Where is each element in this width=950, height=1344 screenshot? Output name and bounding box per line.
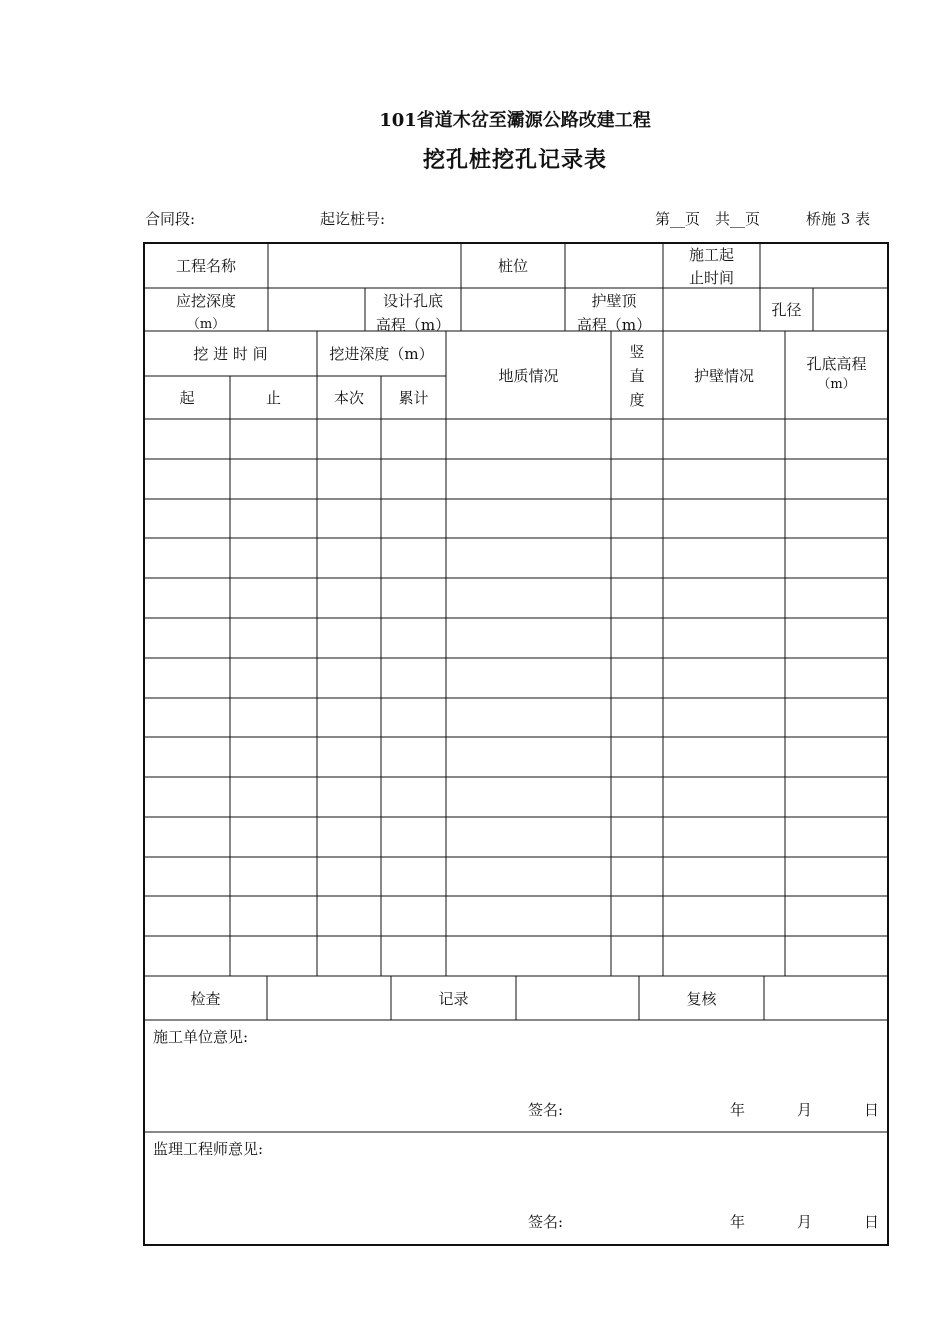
- review-label: 复核: [686, 990, 717, 1008]
- contractor-opinion-label: 施工单位意见:: [153, 1028, 249, 1046]
- end-time-header: 止: [265, 389, 281, 407]
- contractor-day-label: 日: [864, 1101, 880, 1119]
- construction-time-label: [663, 244, 760, 288]
- cumulative-header: 累计: [398, 389, 429, 407]
- construction-time-line1: 施工起: [688, 246, 734, 264]
- page-counter: 第__页 共__页: [655, 210, 761, 228]
- wall-top-line2: 高程（m）: [576, 316, 652, 331]
- pile-position-label: 桩位: [497, 257, 528, 275]
- this-time-header: 本次: [333, 389, 364, 407]
- pile-range-label: 起讫桩号:: [320, 210, 386, 228]
- project-title: 101省道木岔至灞源公路改建工程: [379, 110, 651, 131]
- dig-depth-header: 挖进深度（m）: [329, 345, 434, 363]
- bottom-elevation-header: [785, 352, 888, 394]
- verticality-char1: 竖: [629, 343, 645, 361]
- contract-label: 合同段:: [145, 210, 196, 228]
- design-bottom-elevation-label: [365, 289, 461, 331]
- verticality-char3: 度: [629, 391, 645, 409]
- hole-diameter-label: 孔径: [771, 301, 802, 319]
- supervisor-opinion-label: 监理工程师意见:: [153, 1140, 264, 1158]
- project-name-label: 工程名称: [175, 257, 236, 275]
- design-bottom-line2: 高程（m）: [375, 316, 451, 331]
- verticality-header: [611, 340, 663, 412]
- supervisor-year-label: 年: [730, 1213, 746, 1231]
- record-label: 记录: [438, 990, 469, 1008]
- start-time-header: 起: [179, 389, 195, 407]
- form-title: 挖孔桩挖孔记录表: [422, 147, 607, 173]
- bottom-elevation-line2: （m）: [817, 377, 856, 392]
- supervisor-month-label: 月: [797, 1213, 813, 1231]
- contractor-year-label: 年: [730, 1101, 746, 1119]
- check-label: 检查: [190, 990, 221, 1008]
- required-depth-line1: 应挖深度: [175, 292, 236, 310]
- wall-top-elevation-label: [565, 289, 663, 331]
- geology-header: 地质情况: [498, 367, 559, 385]
- construction-time-line2: 止时间: [688, 269, 734, 287]
- required-depth-label: [144, 289, 268, 331]
- verticality-char2: 直: [629, 367, 645, 385]
- wall-top-line1: 护壁顶: [591, 292, 637, 310]
- contractor-month-label: 月: [797, 1101, 813, 1119]
- bottom-elevation-line1: 孔底高程: [806, 355, 867, 373]
- design-bottom-line1: 设计孔底: [382, 292, 443, 310]
- dig-time-header: 挖 进 时 间: [193, 345, 268, 363]
- wall-condition-header: 护壁情况: [693, 367, 754, 385]
- supervisor-day-label: 日: [864, 1213, 880, 1231]
- form-number: 桥施 3 表: [806, 210, 871, 228]
- supervisor-sign-label: 签名:: [528, 1213, 564, 1231]
- required-depth-line2: （m）: [186, 317, 226, 331]
- contractor-sign-label: 签名:: [528, 1101, 564, 1119]
